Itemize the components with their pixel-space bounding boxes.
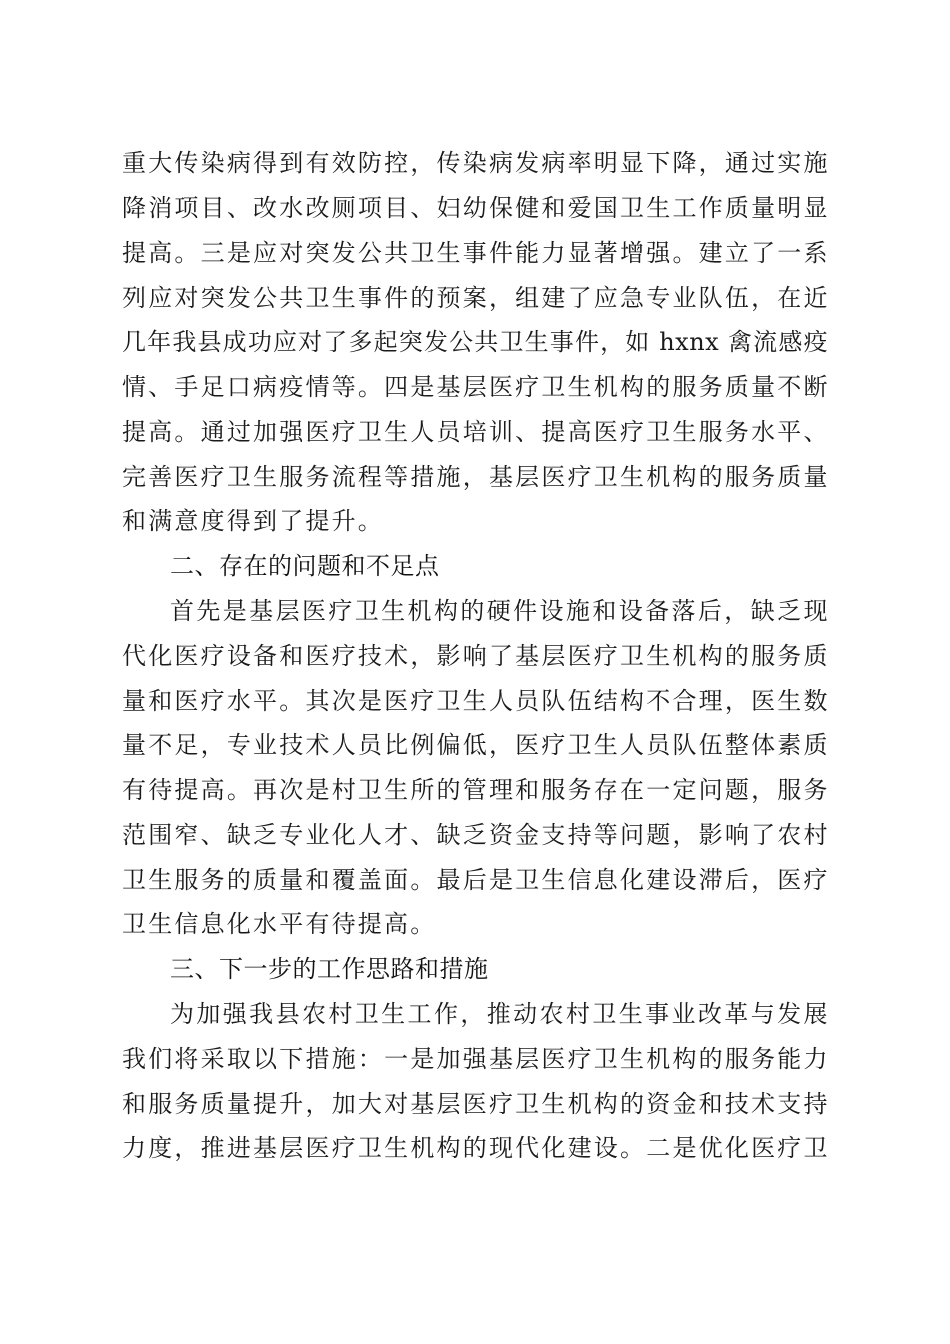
paragraph-1-line-8: 完善医疗卫生服务流程等措施，基层医疗卫生机构的服务质量 xyxy=(122,463,828,491)
section-heading-problems: 二、存在的问题和不足点 xyxy=(170,552,440,580)
paragraph-1-line-2: 降消项目、改水改厕项目、妇幼保健和爱国卫生工作质量明显 xyxy=(122,194,828,222)
paragraph-1-line-4: 列应对突发公共卫生事件的预案，组建了应急专业队伍，在近 xyxy=(122,284,828,312)
paragraph-2-line-3: 量和医疗水平。其次是医疗卫生人员队伍结构不合理，医生数 xyxy=(122,687,828,715)
paragraph-2-line-8: 卫生信息化水平有待提高。 xyxy=(122,910,437,938)
paragraph-2-line-7: 卫生服务的质量和覆盖面。最后是卫生信息化建设滞后，医疗 xyxy=(122,866,828,894)
paragraph-3-line-1: 为加强我县农村卫生工作，推动农村卫生事业改革与发展 xyxy=(170,1000,828,1028)
paragraph-1-line-5: 几年我县成功应对了多起突发公共卫生事件，如 hxnx 禽流感疫 xyxy=(122,328,828,356)
section-heading-next-steps: 三、下一步的工作思路和措施 xyxy=(170,955,489,983)
paragraph-1-line-9: 和满意度得到了提升。 xyxy=(122,507,384,535)
paragraph-2-line-5: 有待提高。再次是村卫生所的管理和服务存在一定问题，服务 xyxy=(122,776,828,804)
paragraph-3-line-3: 和服务质量提升，加大对基层医疗卫生机构的资金和技术支持 xyxy=(122,1090,828,1118)
paragraph-1-line-7: 提高。通过加强医疗卫生人员培训、提高医疗卫生服务水平、 xyxy=(122,418,828,446)
paragraph-2-line-2: 代化医疗设备和医疗技术，影响了基层医疗卫生机构的服务质 xyxy=(122,642,828,670)
paragraph-3-line-2: 我们将采取以下措施：一是加强基层医疗卫生机构的服务能力 xyxy=(122,1045,828,1073)
paragraph-2-line-4: 量不足，专业技术人员比例偏低，医疗卫生人员队伍整体素质 xyxy=(122,731,828,759)
paragraph-1-line-3: 提高。三是应对突发公共卫生事件能力显著增强。建立了一系 xyxy=(122,239,828,267)
paragraph-2-line-6: 范围窄、缺乏专业化人才、缺乏资金支持等问题，影响了农村 xyxy=(122,821,828,849)
paragraph-3-line-4: 力度，推进基层医疗卫生机构的现代化建设。二是优化医疗卫 xyxy=(122,1134,828,1162)
paragraph-2-line-1: 首先是基层医疗卫生机构的硬件设施和设备落后，缺乏现 xyxy=(170,597,828,625)
paragraph-1-line-6: 情、手足口病疫情等。四是基层医疗卫生机构的服务质量不断 xyxy=(122,373,828,401)
paragraph-1-line-1: 重大传染病得到有效防控，传染病发病率明显下降，通过实施 xyxy=(122,149,828,177)
